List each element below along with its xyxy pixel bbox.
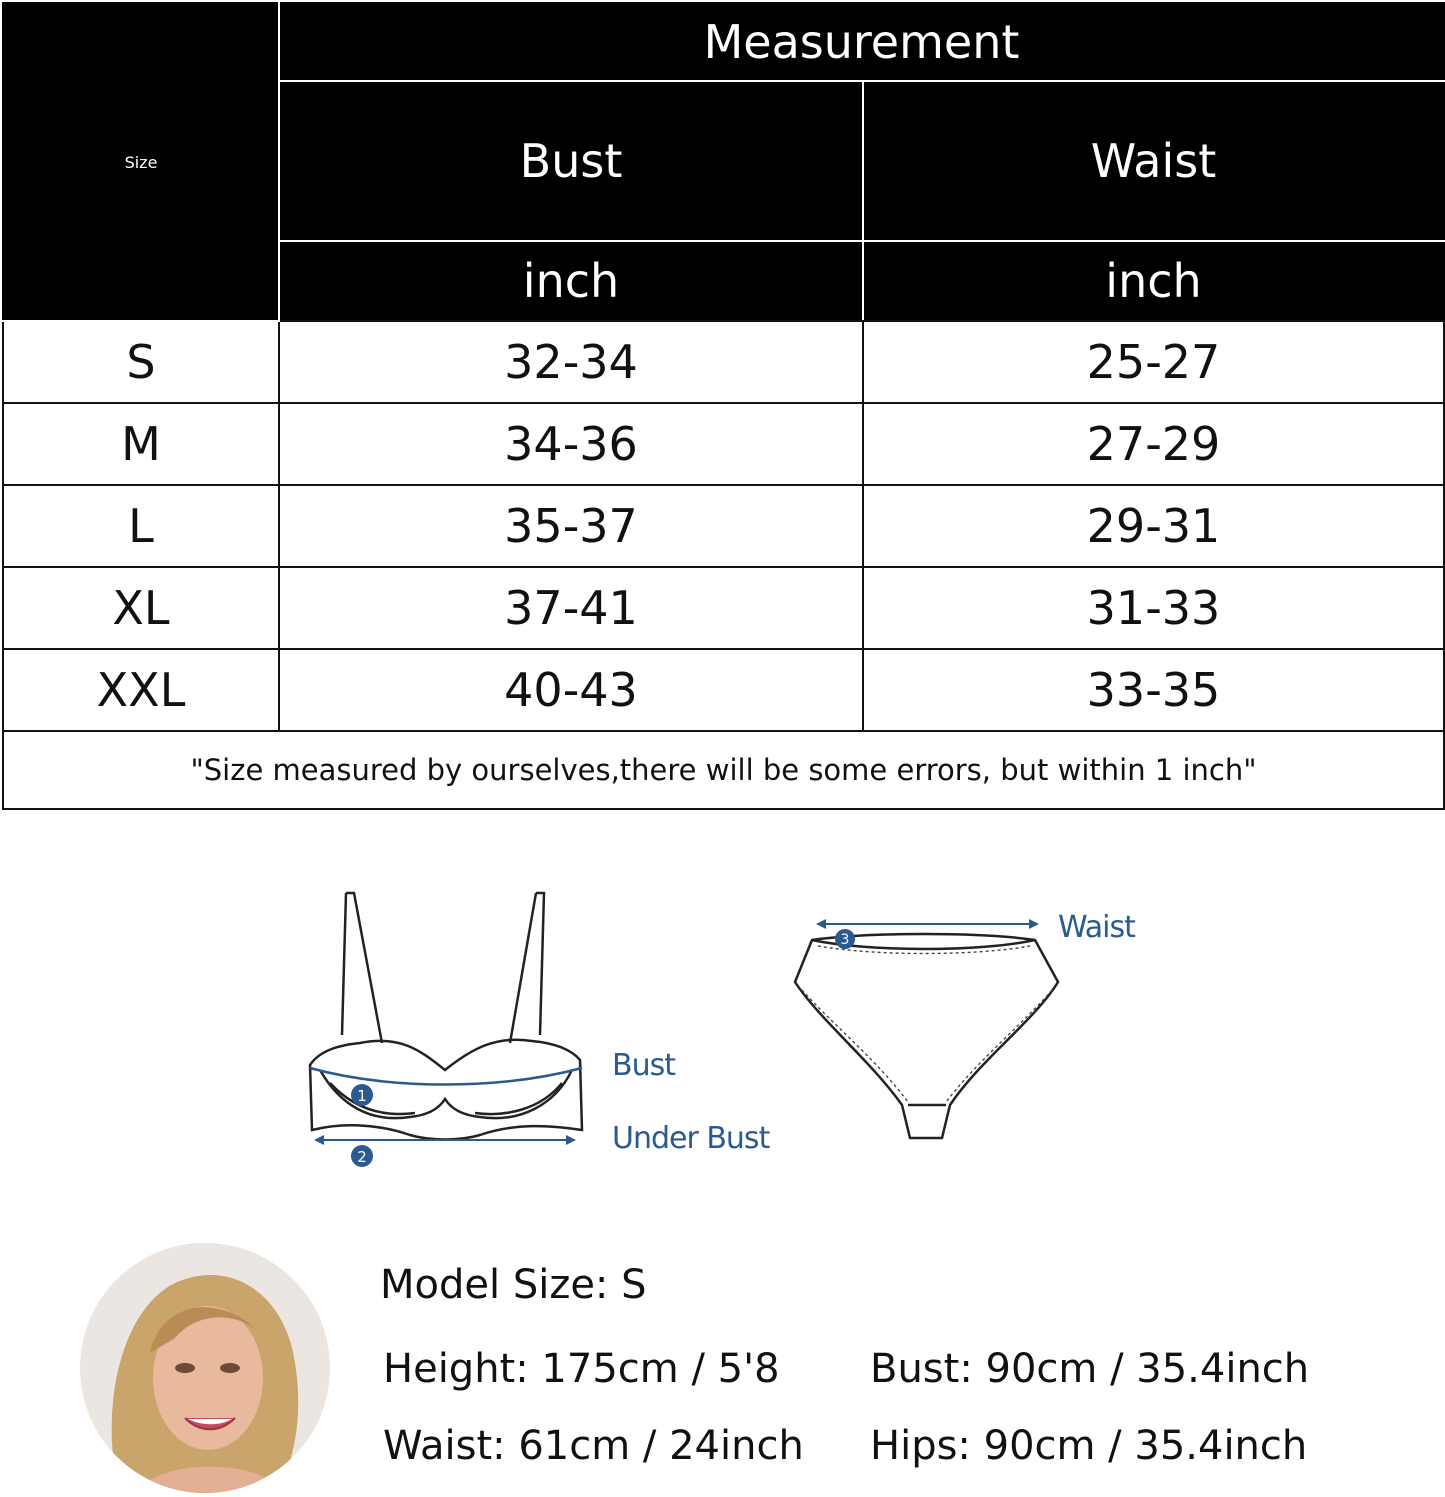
bust-cell: 35-37 (279, 485, 863, 567)
table-row (3, 649, 1444, 731)
bust-cell: 40-43 (279, 649, 863, 731)
bust-cell: 32-34 (279, 321, 863, 403)
model-waist: Waist: 61cm / 24inch (383, 1423, 804, 1469)
waist-column-header: Waist (863, 81, 1444, 241)
table-row (3, 567, 1444, 649)
measurement-note: "Size measured by ourselves,there will be some errors, but within 1 inch" (3, 731, 1444, 809)
bra-diagram (300, 885, 600, 1175)
size-cell: M (3, 403, 279, 485)
waist-unit-header: inch (863, 241, 1444, 321)
measurement-header: Measurement (279, 3, 1444, 81)
marker-3-label: 3 (840, 932, 850, 948)
waist-cell: 33-35 (863, 649, 1444, 731)
bottoms-diagram (790, 910, 1070, 1145)
model-avatar (80, 1243, 330, 1493)
bust-label: Bust (612, 1048, 675, 1083)
size-header: Size (3, 3, 279, 321)
size-cell: S (3, 321, 279, 403)
bust-column-header: Bust (279, 81, 863, 241)
marker-2-label: 2 (357, 1148, 367, 1166)
waist-label: Waist (1058, 910, 1135, 945)
model-bust: Bust: 90cm / 35.4inch (870, 1346, 1310, 1392)
bust-cell: 37-41 (279, 567, 863, 649)
size-chart-table (2, 2, 1445, 810)
waist-cell: 25-27 (863, 321, 1444, 403)
model-height: Height: 175cm / 5'8 (383, 1346, 780, 1392)
waist-cell: 27-29 (863, 403, 1444, 485)
table-row (3, 321, 1444, 403)
size-cell: XXL (3, 649, 279, 731)
under-bust-label: Under Bust (612, 1121, 770, 1156)
table-row (3, 403, 1444, 485)
bust-cell: 34-36 (279, 403, 863, 485)
model-portrait-icon (80, 1243, 330, 1493)
size-cell: XL (3, 567, 279, 649)
waist-cell: 31-33 (863, 567, 1444, 649)
model-size: Model Size: S (380, 1262, 647, 1308)
bust-unit-header: inch (279, 241, 863, 321)
table-row (3, 485, 1444, 567)
waist-cell: 29-31 (863, 485, 1444, 567)
size-cell: L (3, 485, 279, 567)
marker-1-label: 1 (357, 1087, 367, 1105)
model-hips: Hips: 90cm / 35.4inch (870, 1423, 1308, 1469)
